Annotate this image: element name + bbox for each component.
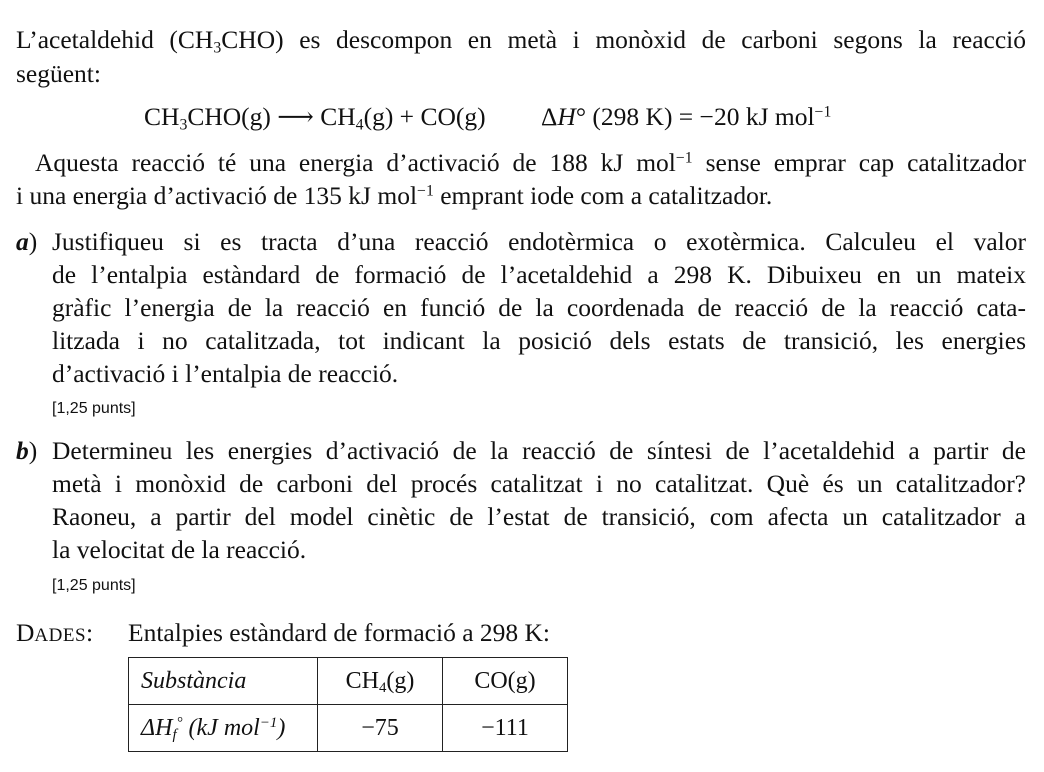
table-row	[129, 705, 568, 752]
activation-line-2: i una energia d’activació de 135 kJ mol$^{-1}$ emprant iode com a catalitzador.	[16, 181, 773, 210]
enthalpy-table	[128, 657, 568, 752]
dades-label: DADES:	[16, 618, 94, 647]
table-cell-co: −111	[443, 705, 568, 752]
intro-line-2: següent:	[16, 59, 101, 88]
question-b-points: [1,25 punts]	[52, 577, 136, 594]
question-b-label: b)	[16, 436, 38, 465]
intro-line-1: L’acetaldehid $(CH_3CHO)$ es descompon en metà i monòxid de carboni segons la reacció	[16, 25, 1026, 57]
question-b-line: Determineu les energies d’activació de la reacció de síntesi de l’acetaldehid a partir de	[52, 436, 1026, 465]
question-a-points: [1,25 punts]	[52, 400, 136, 417]
question-a-line: Justifiqueu si es tracta d’una reacció endotèrmica o exotèrmica. Calculeu el valor	[52, 227, 1026, 256]
question-b-line: metà i monòxid de carboni del procés catalitzat i no catalitzat. Què és un catalitzador?	[52, 469, 1026, 498]
question-a-line: d’activació i l’entalpia de reacció.	[52, 359, 399, 388]
table-row-label: $\Delta H_f^\circ$ (kJ mol$^{-1}$)	[129, 705, 318, 752]
table-header-ch4: $CH_4(g)$	[318, 658, 443, 705]
question-b-line: Raoneu, a partir del model cinètic de l’estat de transició, com afecta un catalitzador a	[52, 502, 1026, 531]
question-a-line: de l’entalpia estàndard de formació de l’acetaldehid a 298 K. Dibuixeu en un mateix	[52, 260, 1026, 289]
table-header-row	[129, 658, 568, 705]
table-cell-ch4: −75	[318, 705, 443, 752]
dades-caption: Entalpies estàndard de formació a 298 K:	[128, 618, 551, 647]
reaction-equation: $CH_3CHO(g)$ ⟶ $CH_4(g) + CO(g)$	[144, 102, 486, 134]
question-a-label: a)	[16, 227, 38, 256]
question-b-line: la velocitat de la reacció.	[52, 535, 307, 564]
table-header-substance: Substància	[129, 658, 318, 705]
reaction-enthalpy: ΔH° (298 K) = −20 kJ mol$^{-1}$	[541, 102, 832, 131]
table-header-co: CO(g)	[443, 658, 568, 705]
question-a-line: gràfic l’energia de la reacció en funció de la coordenada de reacció de la reacció cata-	[52, 293, 1026, 322]
question-a-line: litzada i no catalitzada, tot indicant la posició dels estats de transició, les energies	[52, 326, 1026, 355]
reaction-arrow-icon: ⟶	[277, 102, 314, 131]
activation-line-1: Aquesta reacció té una energia d’activació de 188 kJ mol$^{-1}$ sense emprar cap catalitzador	[35, 148, 1026, 177]
